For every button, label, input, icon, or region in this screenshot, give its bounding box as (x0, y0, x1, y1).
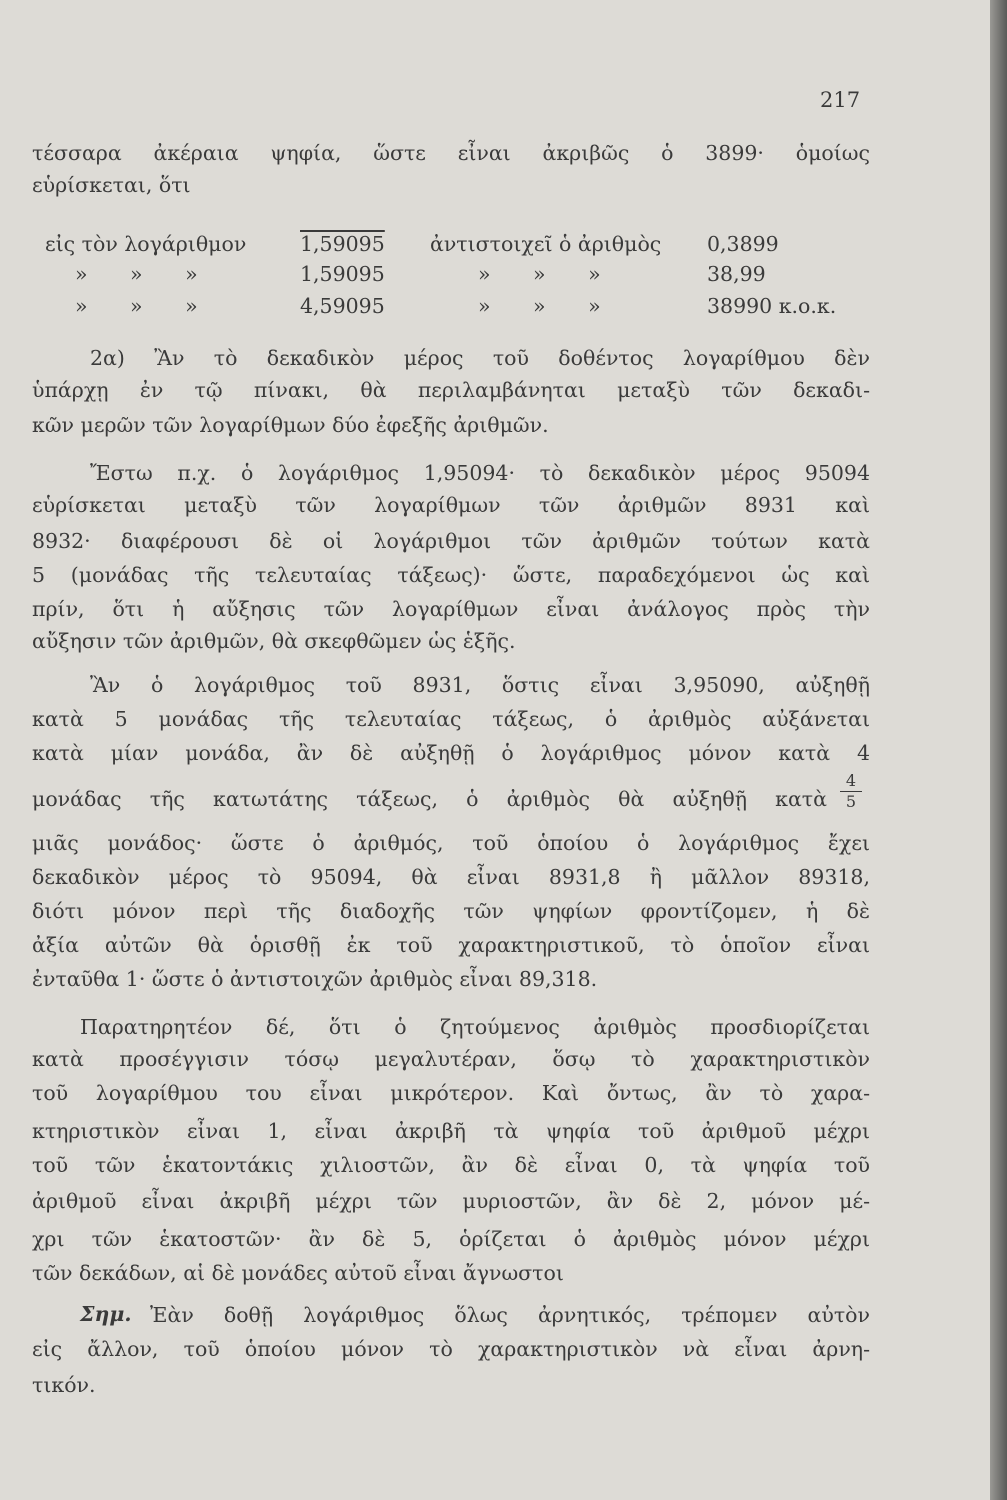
text-line: δεκαδικὸν μέρος τὸ 95094, θὰ εἶναι 8931,8 ἢ μᾶλλον 89318, (32, 865, 870, 889)
row-log: 4,59095 (300, 294, 385, 318)
text-line: τικόν. (32, 1373, 96, 1397)
text-line: 8932· διαφέρουσι δὲ οἱ λογάριθμοι τῶν ἀριθμῶν τούτων κατὰ (32, 529, 870, 553)
row-num: 38,99 (707, 262, 766, 286)
text-line: Ἂν ὁ λογάριθμος τοῦ 8931, ὅστις εἶναι 3,95090, αὐξηθῇ (90, 673, 870, 697)
text-line: Παρατηρητέον δέ, ὅτι ὁ ζητούμενος ἀριθμὸς προσδιορίζεται (80, 1015, 870, 1039)
note-label: Σημ. (80, 1302, 132, 1326)
text-line: ἐνταῦθα 1· ὥστε ὁ ἀντιστοιχῶν ἀριθμὸς εἶναι 89,318. (32, 967, 598, 991)
text-line: κατὰ μίαν μονάδα, ἂν δὲ αὐξηθῇ ὁ λογάριθμος μόνον κατὰ 4 (32, 741, 870, 765)
text-line: κτηριστικὸν εἶναι 1, εἶναι ἀκριβῆ τὰ ψηφία τοῦ ἀριθμοῦ μέχρι (32, 1119, 870, 1143)
row-label: εἰς τὸν λογάριθμον (45, 232, 247, 256)
text-line: εὑρίσκεται, ὅτι (32, 173, 191, 197)
text-line: ἀριθμοῦ εἶναι ἀκριβῆ μέχρι τῶν μυριοστῶν, ἂν δὲ 2, μόνον μέ- (32, 1189, 870, 1213)
text-line: χρι τῶν ἑκατοστῶν· ἂν δὲ 5, ὁρίζεται ὁ ἀριθμὸς μόνον μέχρι (32, 1227, 870, 1251)
fraction (838, 772, 864, 811)
text-line: πρίν, ὅτι ἡ αὔξησις τῶν λογαρίθμων εἶναι ἀνάλογος πρὸς τὴν (32, 597, 870, 621)
text-line: κατὰ 5 μονάδας τῆς τελευταίας τάξεως, ὁ ἀριθμὸς αὐξάνεται (32, 707, 870, 731)
fraction-numerator: 4 (845, 771, 857, 790)
text-line: ὑπάρχῃ ἐν τῷ πίνακι, θὰ περιλαμβάνηται μεταξὺ τῶν δεκαδι- (32, 378, 870, 402)
fraction-denominator: 5 (845, 792, 857, 811)
text-line: διότι μόνον περὶ τῆς διαδοχῆς τῶν ψηφίων φροντίζομεν, ἡ δὲ (32, 899, 870, 923)
row-verb: ἀντιστοιχεῖ ὁ ἀριθμὸς (430, 232, 662, 256)
text-line: Ἐὰν δοθῇ λογάριθμος ὅλως ἀρνητικός, τρέπομεν αὐτὸν (150, 1303, 870, 1327)
text-line: τέσσαρα ἀκέραια ψηφία, ὥστε εἶναι ἀκριβῶς ὁ 3899· ὁμοίως (32, 141, 870, 165)
row-label: » » » (75, 294, 216, 318)
text-line: μονάδας τῆς κατωτάτης τάξεως, ὁ ἀριθμὸς θὰ αὐξηθῇ κατὰ (32, 787, 827, 811)
text-line: τῶν δεκάδων, αἱ δὲ μονάδες αὐτοῦ εἶναι ἄγνωστοι (32, 1261, 564, 1285)
row-label: » » » (75, 262, 216, 286)
text-line: αὔξησιν τῶν ἀριθμῶν, θὰ σκεφθῶμεν ὡς ἑξῆς. (32, 629, 516, 653)
row-verb: » » » (478, 262, 619, 286)
text-line: τοῦ τῶν ἑκατοντάκις χιλιοστῶν, ἂν δὲ εἶναι 0, τὰ ψηφία τοῦ (32, 1153, 870, 1177)
text-line: ἀξία αὐτῶν θὰ ὁρισθῇ ἐκ τοῦ χαρακτηριστικοῦ, τὸ ὁποῖον εἶναι (32, 933, 870, 957)
text-line: 2α) Ἂν τὸ δεκαδικὸν μέρος τοῦ δοθέντος λογαρίθμου δὲν (90, 346, 870, 370)
text-line: Ἔστω π.χ. ὁ λογάριθμος 1,95094· τὸ δεκαδικὸν μέρος 95094 (90, 461, 870, 485)
row-num: 38990 κ.ο.κ. (707, 294, 837, 318)
page-edge (990, 0, 1007, 1500)
text-line: κατὰ προσέγγισιν τόσῳ μεγαλυτέραν, ὅσῳ τὸ χαρακτηριστικὸν (32, 1047, 870, 1071)
row-log: 1,59095 (300, 232, 385, 256)
row-num: 0,3899 (707, 232, 779, 256)
text-line: 5 (μονάδας τῆς τελευταίας τάξεως)· ὥστε, παραδεχόμενοι ὡς καὶ (32, 563, 870, 587)
page-number: 217 (820, 88, 861, 112)
row-verb: » » » (478, 294, 619, 318)
text-line: κῶν μερῶν τῶν λογαρίθμων δύο ἐφεξῆς ἀριθμῶν. (32, 413, 549, 437)
row-log: 1,59095 (300, 262, 385, 286)
text-line: εὑρίσκεται μεταξὺ τῶν λογαρίθμων τῶν ἀριθμῶν 8931 καὶ (32, 493, 870, 517)
text-line: μιᾶς μονάδος· ὥστε ὁ ἀριθμός, τοῦ ὁποίου ὁ λογάριθμος ἔχει (32, 831, 870, 855)
text-line: τοῦ λογαρίθμου του εἶναι μικρότερον. Καὶ ὄντως, ἂν τὸ χαρα- (32, 1081, 870, 1105)
text-line: εἰς ἄλλον, τοῦ ὁποίου μόνον τὸ χαρακτηριστικὸν νὰ εἶναι ἀρνη- (32, 1337, 870, 1361)
